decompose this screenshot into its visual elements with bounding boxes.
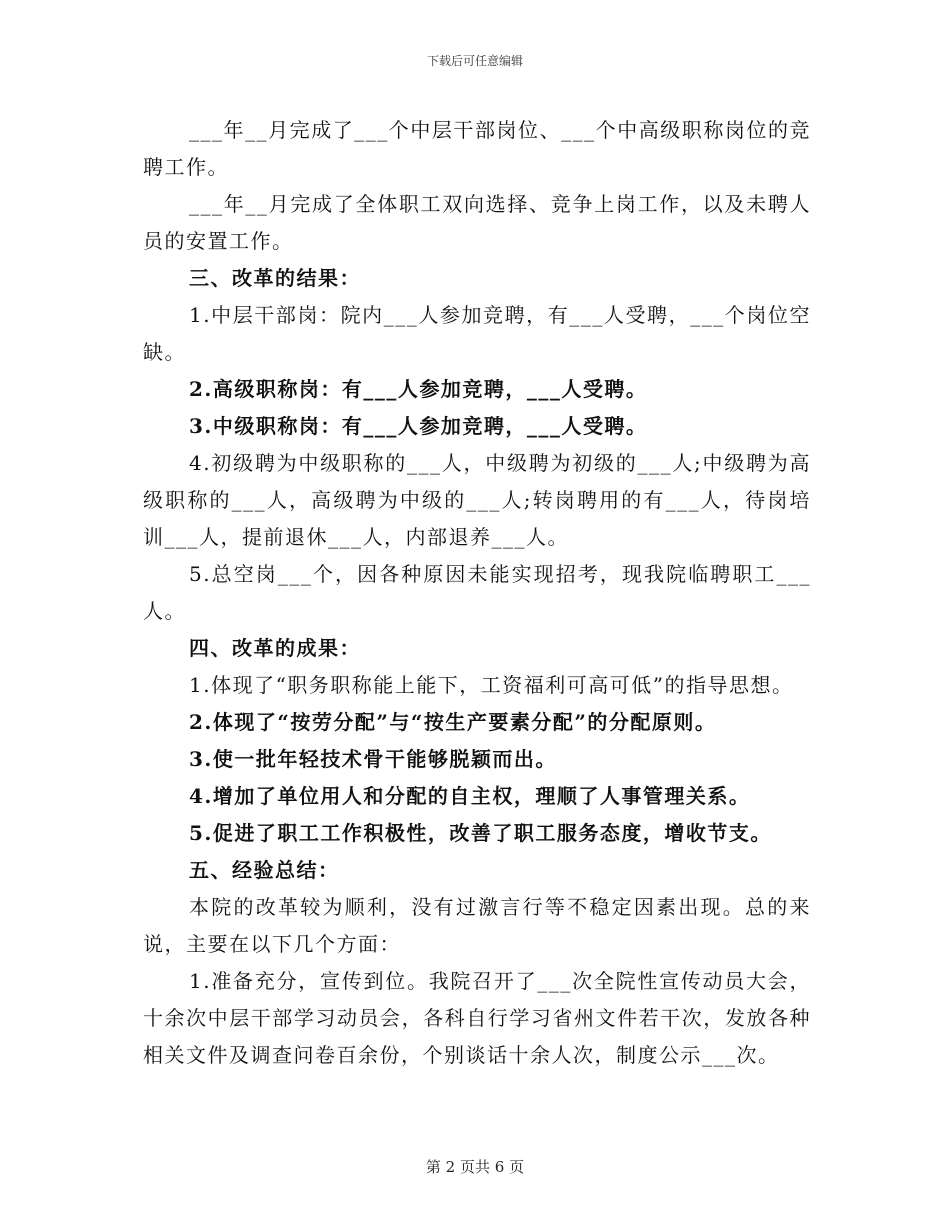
paragraph-4-3: 3.使一批年轻技术骨干能够脱颖而出。: [189, 747, 557, 771]
page-header: 下载后可任意编辑: [426, 54, 523, 68]
paragraph-5-1: 1.准备充分，宣传到位。我院召开了___次全院性宣传动员大会，十余次中层干部学习动员会，各科自行学习省州文件若干次，发放各种相关文件及调查问卷百余份，个别谈话十余人次，制度公示___次。: [143, 969, 811, 1067]
paragraph-4-1: 1.体现了“职务职称能上能下，工资福利可高可低”的指导思想。: [189, 673, 794, 697]
page-footer: 第 2 页共 6 页: [425, 1158, 525, 1176]
section-heading-4: 四、改革的成果：: [189, 636, 361, 660]
paragraph-3-3: 3.中级职称岗：有___人参加竞聘，___人受聘。: [189, 414, 648, 438]
paragraph-4-2: 2.体现了“按劳分配”与“按生产要素分配”的分配原则。: [189, 710, 717, 734]
section-heading-5: 五、经验总结：: [189, 858, 340, 882]
paragraph-4-4: 4.增加了单位用人和分配的自主权，理顺了人事管理关系。: [189, 784, 751, 808]
paragraph-1: ___年__月完成了___个中层干部岗位、___个中高级职称岗位的竞聘工作。: [143, 118, 811, 179]
paragraph-3-1: 1.中层干部岗：院内___人参加竞聘，有___人受聘，___个岗位空缺。: [143, 303, 811, 364]
paragraph-2: ___年__月完成了全体职工双向选择、竞争上岗工作，以及未聘人员的安置工作。: [143, 192, 811, 253]
paragraph-3-5: 5.总空岗___个，因各种原因未能实现招考，现我院临聘职工___人。: [143, 562, 811, 623]
paragraph-4-5: 5.促进了职工工作积极性，改善了职工服务态度，增收节支。: [189, 821, 772, 845]
section-heading-3: 三、改革的结果：: [189, 266, 361, 290]
paragraph-3-2: 2.高级职称岗：有___人参加竞聘，___人受聘。: [189, 377, 648, 401]
paragraph-5-intro: 本院的改革较为顺利，没有过激言行等不稳定因素出现。总的来说，主要在以下几个方面：: [143, 895, 811, 956]
document-body: [143, 112, 811, 1074]
paragraph-3-4: 4.初级聘为中级职称的___人，中级聘为初级的___人;中级聘为高级职称的___人，高级聘为中级的___人;转岗聘用的有___人，待岗培训___人，提前退休___人，内部退养___人。: [143, 451, 811, 549]
